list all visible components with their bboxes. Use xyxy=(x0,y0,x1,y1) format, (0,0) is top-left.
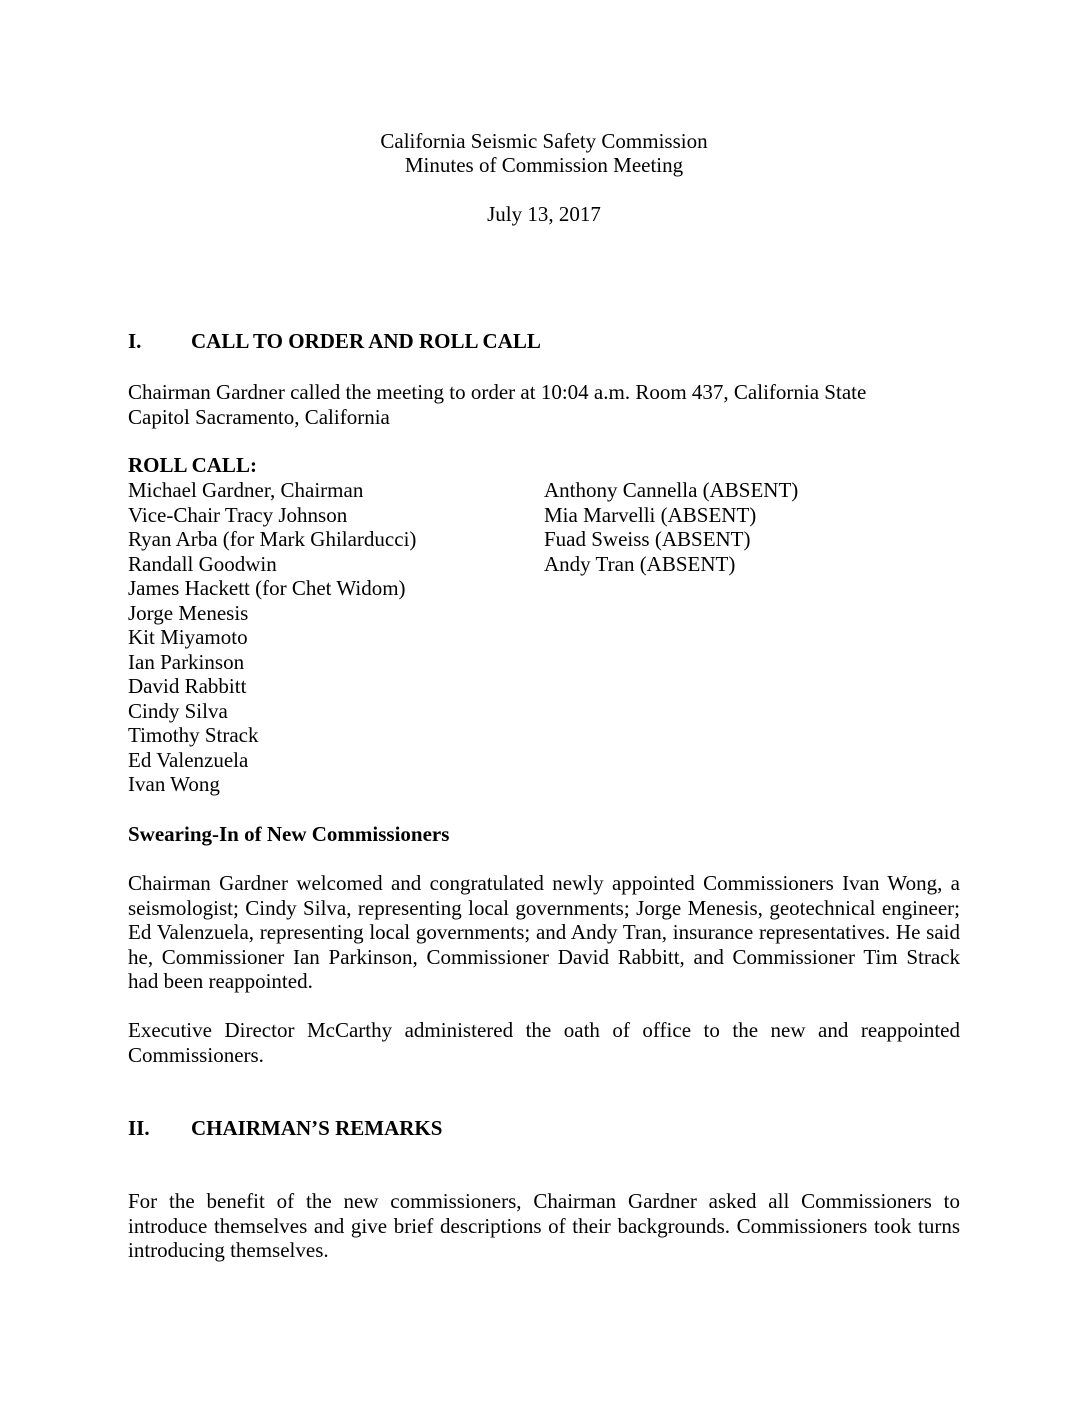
oath-paragraph: Executive Director McCarthy administered the oath of office to the new and reappointed Commissioners. xyxy=(128,1018,960,1067)
roll-call-member: Randall Goodwin xyxy=(128,551,277,576)
section-number: II. xyxy=(128,1116,150,1140)
roll-call-member: James Hackett (for Chet Widom) xyxy=(128,576,406,600)
chairmans-remarks-paragraph: For the benefit of the new commissioners, Chairman Gardner asked all Commissioners to introduce themselves and give brief descriptions of their backgrounds. Commissioners took turns introducing themselves. xyxy=(128,1189,960,1262)
roll-call-member: Kit Miyamoto xyxy=(128,625,248,649)
roll-call-absent-member: Mia Marvelli (ABSENT) xyxy=(544,502,757,527)
roll-call-member: Timothy Strack xyxy=(128,723,259,747)
document-title: Minutes of Commission Meeting xyxy=(404,153,684,177)
roll-call-absent-member: Andy Tran (ABSENT) xyxy=(544,551,736,576)
roll-call-member: Ian Parkinson xyxy=(128,649,245,674)
swearing-in-paragraph: Chairman Gardner welcomed and congratulated newly appointed Commissioners Ivan Wong, a seismologist; Cindy Silva, representing local governments; Jorge Menesis, geotechnical engineer; Ed Valenzuela, representing local governments; and Andy Tran, insurance representatives. He said he, Commissioner Ian Parkinson, Commissioner David Rabbitt, and Commissioner Tim Strack had been reappointed. xyxy=(128,871,960,993)
roll-call-member: David Rabbitt xyxy=(128,674,247,698)
roll-call-member: Cindy Silva xyxy=(128,698,228,723)
roll-call-member: Vice-Chair Tracy Johnson xyxy=(128,502,348,527)
meeting-date: July 13, 2017 xyxy=(487,202,601,226)
roll-call-present-list xyxy=(128,478,416,797)
roll-call-member: Jorge Menesis xyxy=(128,600,249,625)
roll-call-absent-member: Fuad Sweiss (ABSENT) xyxy=(544,527,751,551)
roll-call-member: Ivan Wong xyxy=(128,772,220,796)
call-to-order-paragraph: Chairman Gardner called the meeting to order at 10:04 a.m. Room 437, California State Capitol Sacramento, California xyxy=(128,380,867,429)
roll-call-member: Ed Valenzuela xyxy=(128,747,249,772)
roll-call-heading: ROLL CALL: xyxy=(128,453,257,477)
roll-call-absent-member: Anthony Cannella (ABSENT) xyxy=(544,478,799,502)
roll-call-member: Michael Gardner, Chairman xyxy=(128,478,364,502)
section-title: CALL TO ORDER AND ROLL CALL xyxy=(191,329,541,353)
roll-call-absent-list xyxy=(544,478,798,576)
roll-call-member: Ryan Arba (for Mark Ghilarducci) xyxy=(128,527,417,551)
swearing-in-heading: Swearing-In of New Commissioners xyxy=(128,822,450,846)
section-title: CHAIRMAN’S REMARKS xyxy=(191,1116,443,1140)
section-number: I. xyxy=(128,329,142,353)
organization-name: California Seismic Safety Commission xyxy=(380,129,708,153)
